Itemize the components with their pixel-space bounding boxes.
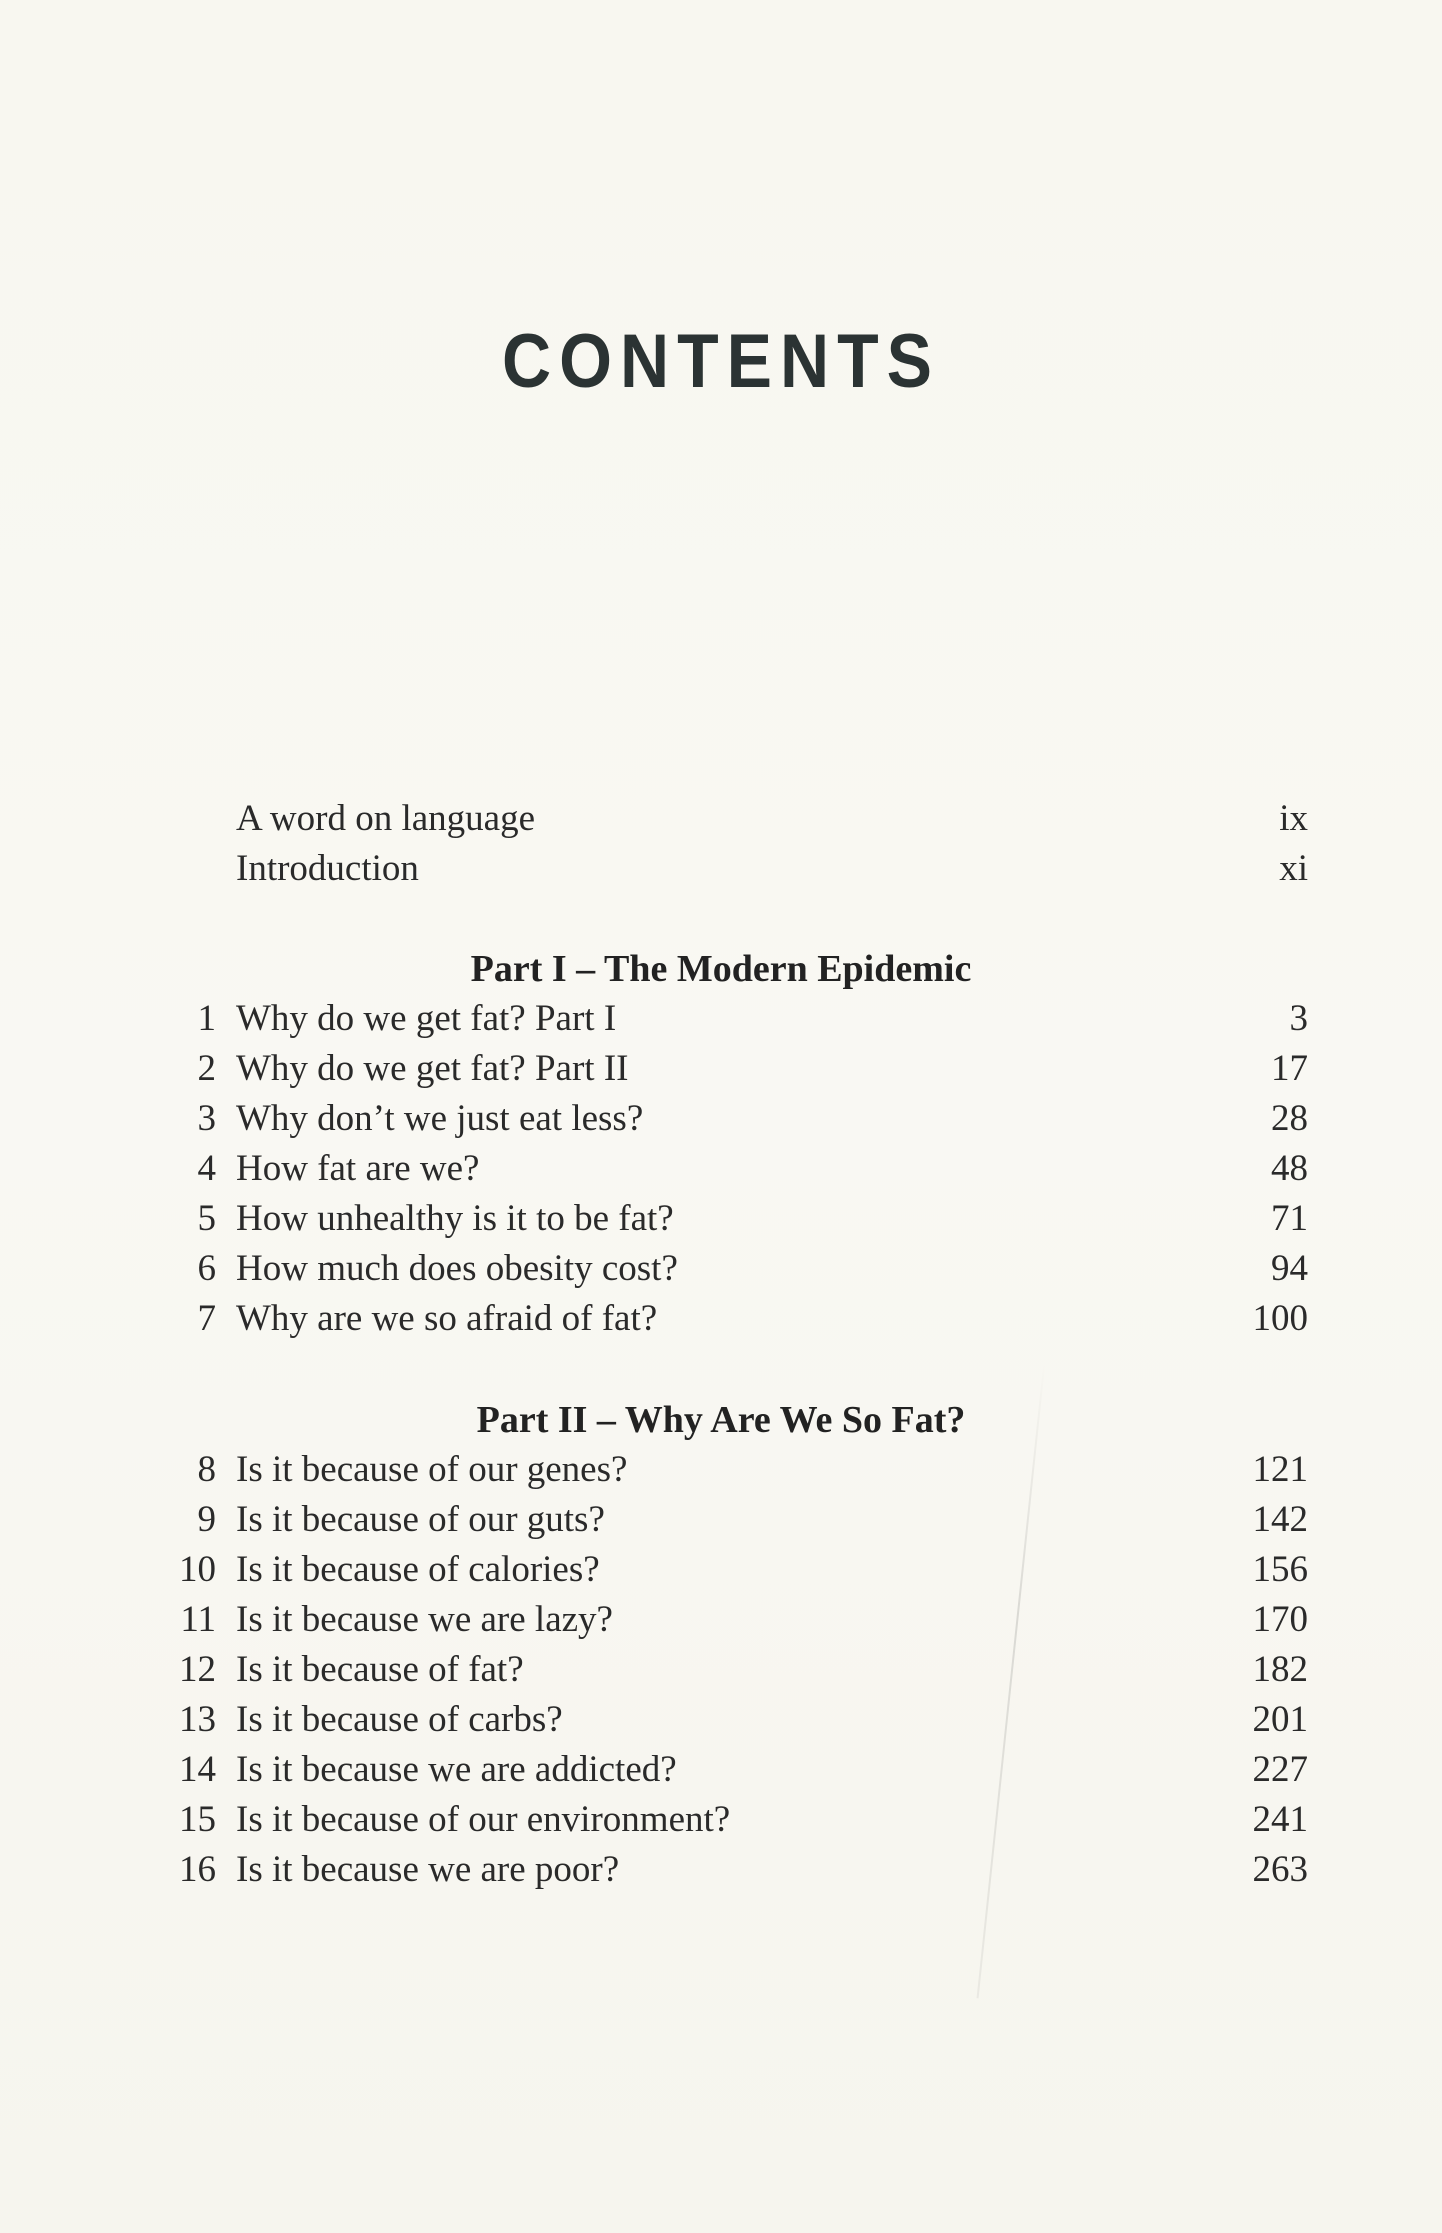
chapter-page: 3 xyxy=(1289,998,1308,1039)
toc-chapter-row[interactable] xyxy=(0,1445,1442,1495)
toc-chapter-row[interactable] xyxy=(0,1845,1442,1895)
chapter-number: 10 xyxy=(179,1549,216,1590)
chapter-page: 100 xyxy=(1252,1298,1308,1339)
toc-chapter-row[interactable] xyxy=(0,1645,1442,1695)
chapter-number: 12 xyxy=(179,1649,216,1690)
chapter-page: 170 xyxy=(1252,1599,1308,1640)
chapter-title: Is it because of our genes? xyxy=(236,1449,628,1490)
chapter-number: 7 xyxy=(197,1298,216,1339)
chapter-title: Why are we so afraid of fat? xyxy=(236,1298,658,1339)
chapter-title: Is it because we are poor? xyxy=(236,1849,620,1890)
toc-entry[interactable] xyxy=(0,844,1442,894)
chapter-number: 8 xyxy=(197,1449,216,1490)
toc-chapter-row[interactable] xyxy=(0,1795,1442,1845)
toc-chapter-row[interactable] xyxy=(0,1194,1442,1244)
chapter-title: Why do we get fat? Part II xyxy=(236,1048,629,1089)
chapter-page: 241 xyxy=(1252,1799,1308,1840)
toc-chapter-row[interactable] xyxy=(0,1294,1442,1344)
toc-entry-page: ix xyxy=(1279,798,1308,839)
chapter-page: 182 xyxy=(1252,1649,1308,1690)
toc-entry-label: Introduction xyxy=(236,848,419,889)
chapter-page: 142 xyxy=(1252,1499,1308,1540)
toc-chapter-row[interactable] xyxy=(0,1745,1442,1795)
chapter-number: 16 xyxy=(179,1849,216,1890)
chapter-page: 227 xyxy=(1252,1749,1308,1790)
chapter-title: Is it because of our environment? xyxy=(236,1799,731,1840)
chapter-number: 3 xyxy=(197,1098,216,1139)
chapter-number: 13 xyxy=(179,1699,216,1740)
chapter-number: 14 xyxy=(179,1749,216,1790)
toc-chapter-row[interactable] xyxy=(0,1695,1442,1745)
chapter-title: Is it because we are addicted? xyxy=(236,1749,677,1790)
chapter-number: 6 xyxy=(197,1248,216,1289)
chapter-page: 48 xyxy=(1271,1148,1308,1189)
chapter-title: Is it because of fat? xyxy=(236,1649,524,1690)
chapter-page: 263 xyxy=(1252,1849,1308,1890)
page-title: CONTENTS xyxy=(502,318,940,404)
toc-entry-page: xi xyxy=(1279,848,1308,889)
toc-chapter-row[interactable] xyxy=(0,1094,1442,1144)
chapter-title: How much does obesity cost? xyxy=(236,1248,678,1289)
chapter-title: Is it because of calories? xyxy=(236,1549,600,1590)
toc-chapter-row[interactable] xyxy=(0,1144,1442,1194)
toc-chapter-row[interactable] xyxy=(0,1044,1442,1094)
part-heading: Part II – Why Are We So Fat? xyxy=(476,1399,966,1441)
chapter-title: Is it because we are lazy? xyxy=(236,1599,613,1640)
chapter-title: How unhealthy is it to be fat? xyxy=(236,1198,674,1239)
chapter-number: 2 xyxy=(197,1048,216,1089)
toc-entry-label: A word on language xyxy=(236,798,536,839)
chapter-number: 11 xyxy=(180,1599,216,1640)
chapter-page: 17 xyxy=(1271,1048,1308,1089)
chapter-title: Why don’t we just eat less? xyxy=(236,1098,644,1139)
chapter-title: Is it because of our guts? xyxy=(236,1499,605,1540)
chapter-number: 4 xyxy=(197,1148,216,1189)
chapter-title: Why do we get fat? Part I xyxy=(236,998,617,1039)
chapter-number: 5 xyxy=(197,1198,216,1239)
chapter-page: 71 xyxy=(1271,1198,1308,1239)
chapter-number: 9 xyxy=(197,1499,216,1540)
chapter-page: 94 xyxy=(1271,1248,1308,1289)
toc-entry[interactable] xyxy=(0,794,1442,844)
toc-chapter-row[interactable] xyxy=(0,1545,1442,1595)
toc-chapter-row[interactable] xyxy=(0,994,1442,1044)
chapter-title: How fat are we? xyxy=(236,1148,480,1189)
toc-chapter-row[interactable] xyxy=(0,1495,1442,1545)
chapter-page: 121 xyxy=(1252,1449,1308,1490)
part-heading: Part I – The Modern Epidemic xyxy=(470,948,972,990)
toc-chapter-row[interactable] xyxy=(0,1244,1442,1294)
chapter-page: 156 xyxy=(1252,1549,1308,1590)
chapter-page: 201 xyxy=(1252,1699,1308,1740)
chapter-number: 15 xyxy=(179,1799,216,1840)
chapter-page: 28 xyxy=(1271,1098,1308,1139)
toc-chapter-row[interactable] xyxy=(0,1595,1442,1645)
chapter-number: 1 xyxy=(197,998,216,1039)
chapter-title: Is it because of carbs? xyxy=(236,1699,563,1740)
